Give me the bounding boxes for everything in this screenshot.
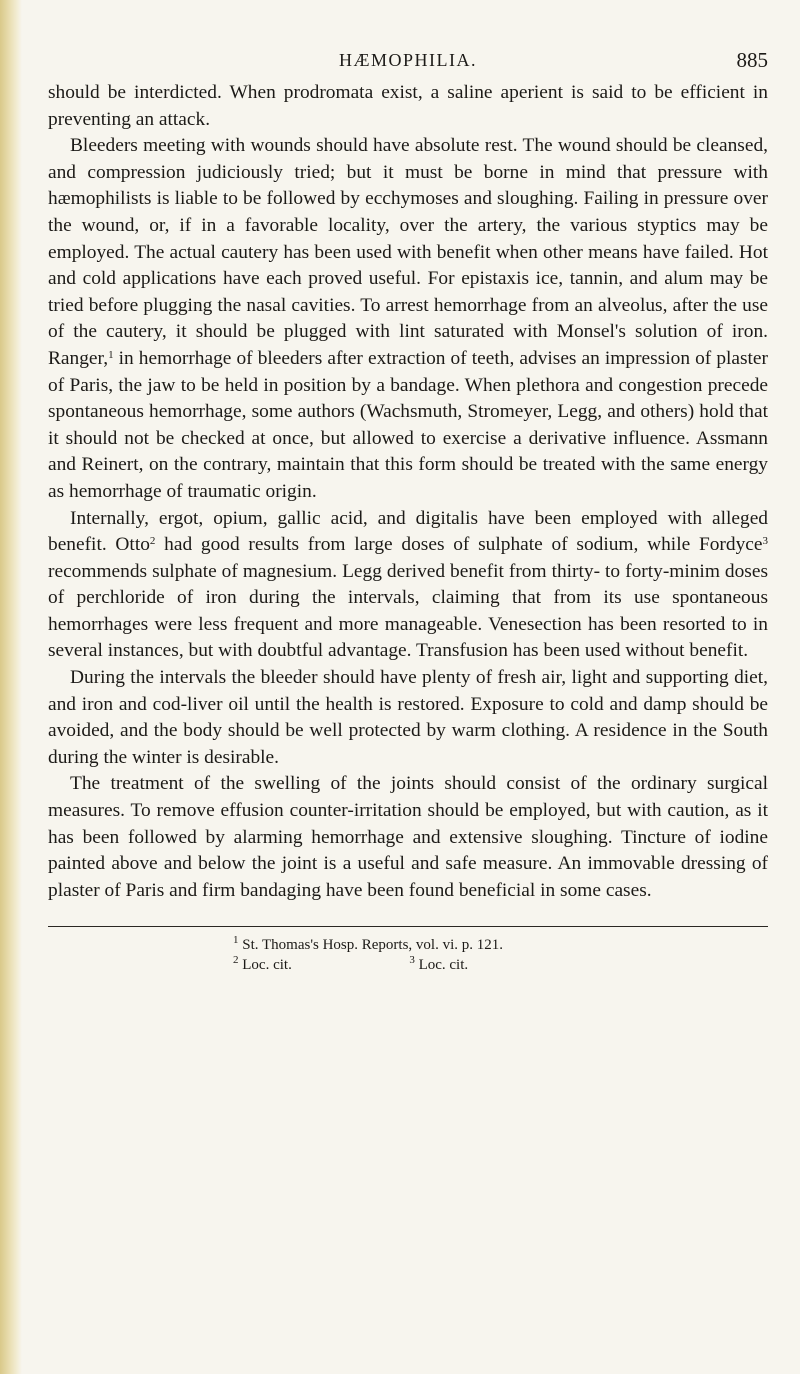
paragraph-text: Bleeders meeting with wounds should have absolute rest. The wound should be cleansed, and compression judiciously tried; but it must be borne in mind that pressure with hæmophilists is liable to be followed by ecchymoses and sloughing. Failing in pressure over the wound, or, if in a favorable locality, over the artery, the various styptics may be employed. The actual cautery has been used with benefit when other means have failed. Hot and cold applications have each proved useful. For epistaxis ice, tannin, and alum may be tried before plugging the nasal cavities. To arrest hemorrhage from an alveolus, after the use of the cautery, it should be plugged with lint saturated with Monsel's solution of iron. Ranger, bbox=[48, 135, 768, 369]
paragraph-text: had good results from large doses of sulphate of sodium, while Fordyce bbox=[155, 534, 763, 556]
paragraph-text: Internally, ergot, opium, gallic acid, and digitalis have been employed with alleged benefit. Otto bbox=[48, 507, 768, 556]
book-page bbox=[48, 50, 768, 975]
footnote-text: Loc. cit. bbox=[418, 957, 469, 974]
paragraph-text: During the intervals the bleeder should have plenty of fresh air, light and supporting diet, and iron and cod-liver oil until the health is restored. Exposure to cold and damp should be avoided, and the body should be well protected by warm clothing. A residence in the South during the winter is desirable. bbox=[48, 667, 768, 768]
paragraph-text: in hemorrhage of bleeders after extraction of teeth, advises an impression of plaster of Paris, the jaw to be held in position by a bandage. When plethora and congestion precede spontaneous hemorrhage, some authors (Wachsmuth, Stromeyer, Legg, and others) hold that it should not be checked at once, but allowed to exercise a derivative influence. Assmann and Reinert, on the contrary, maintain that this form should be treated with the same energy as hemorrhage of traumatic origin. bbox=[48, 347, 768, 502]
running-head bbox=[48, 50, 768, 80]
footnote-rule bbox=[48, 926, 768, 927]
page-number: 885 bbox=[736, 48, 768, 72]
paragraph bbox=[48, 665, 768, 771]
footnote-reference: 2 bbox=[149, 535, 156, 548]
footnote-reference: 1 bbox=[108, 348, 114, 361]
paragraph-text: The treatment of the swelling of the joints should consist of the ordinary surgical measures. To remove effusion counter-irritation should be employed, but with caution, as it has been followed by alarming hemorrhage and extensive sloughing. Tincture of iodine painted above and below the joint is a useful and safe measure. An immovable dressing of plaster of Paris and firm bandaging have been found beneficial in some cases. bbox=[48, 773, 768, 901]
running-title: HÆMOPHILIA. bbox=[339, 50, 477, 70]
paragraph bbox=[48, 80, 768, 133]
footnote-mark: 3 bbox=[409, 954, 415, 967]
paragraph bbox=[48, 133, 768, 505]
footnote-mark: 2 bbox=[233, 954, 239, 967]
footnotes bbox=[48, 935, 768, 975]
footnote-row-2 bbox=[233, 955, 768, 975]
paragraph-text: should be interdicted. When prodromata exist, a saline aperient is said to be efficient in preventing an attack. bbox=[48, 82, 768, 130]
paragraph bbox=[48, 506, 768, 666]
footnote-text: Loc. cit. bbox=[242, 957, 292, 974]
footnote-row-1 bbox=[233, 935, 768, 955]
paragraph bbox=[48, 771, 768, 904]
paragraph-text: recommends sulphate of magnesium. Legg derived benefit from thirty- to forty-minim doses of perchloride of iron during the intervals, claiming that from its use spontaneous hemorrhages were less frequent and more manageable. Venesection has been resorted to in several instances, but with doubtful advantage. Transfusion has been used without benefit. bbox=[48, 560, 768, 662]
footnote-mark: 1 bbox=[233, 934, 239, 947]
body-text bbox=[48, 80, 768, 904]
footnote-reference: 3 bbox=[762, 535, 768, 548]
page-spine-shadow bbox=[0, 0, 22, 1374]
footnote-text: St. Thomas's Hosp. Reports, vol. vi. p. 121. bbox=[242, 937, 504, 954]
